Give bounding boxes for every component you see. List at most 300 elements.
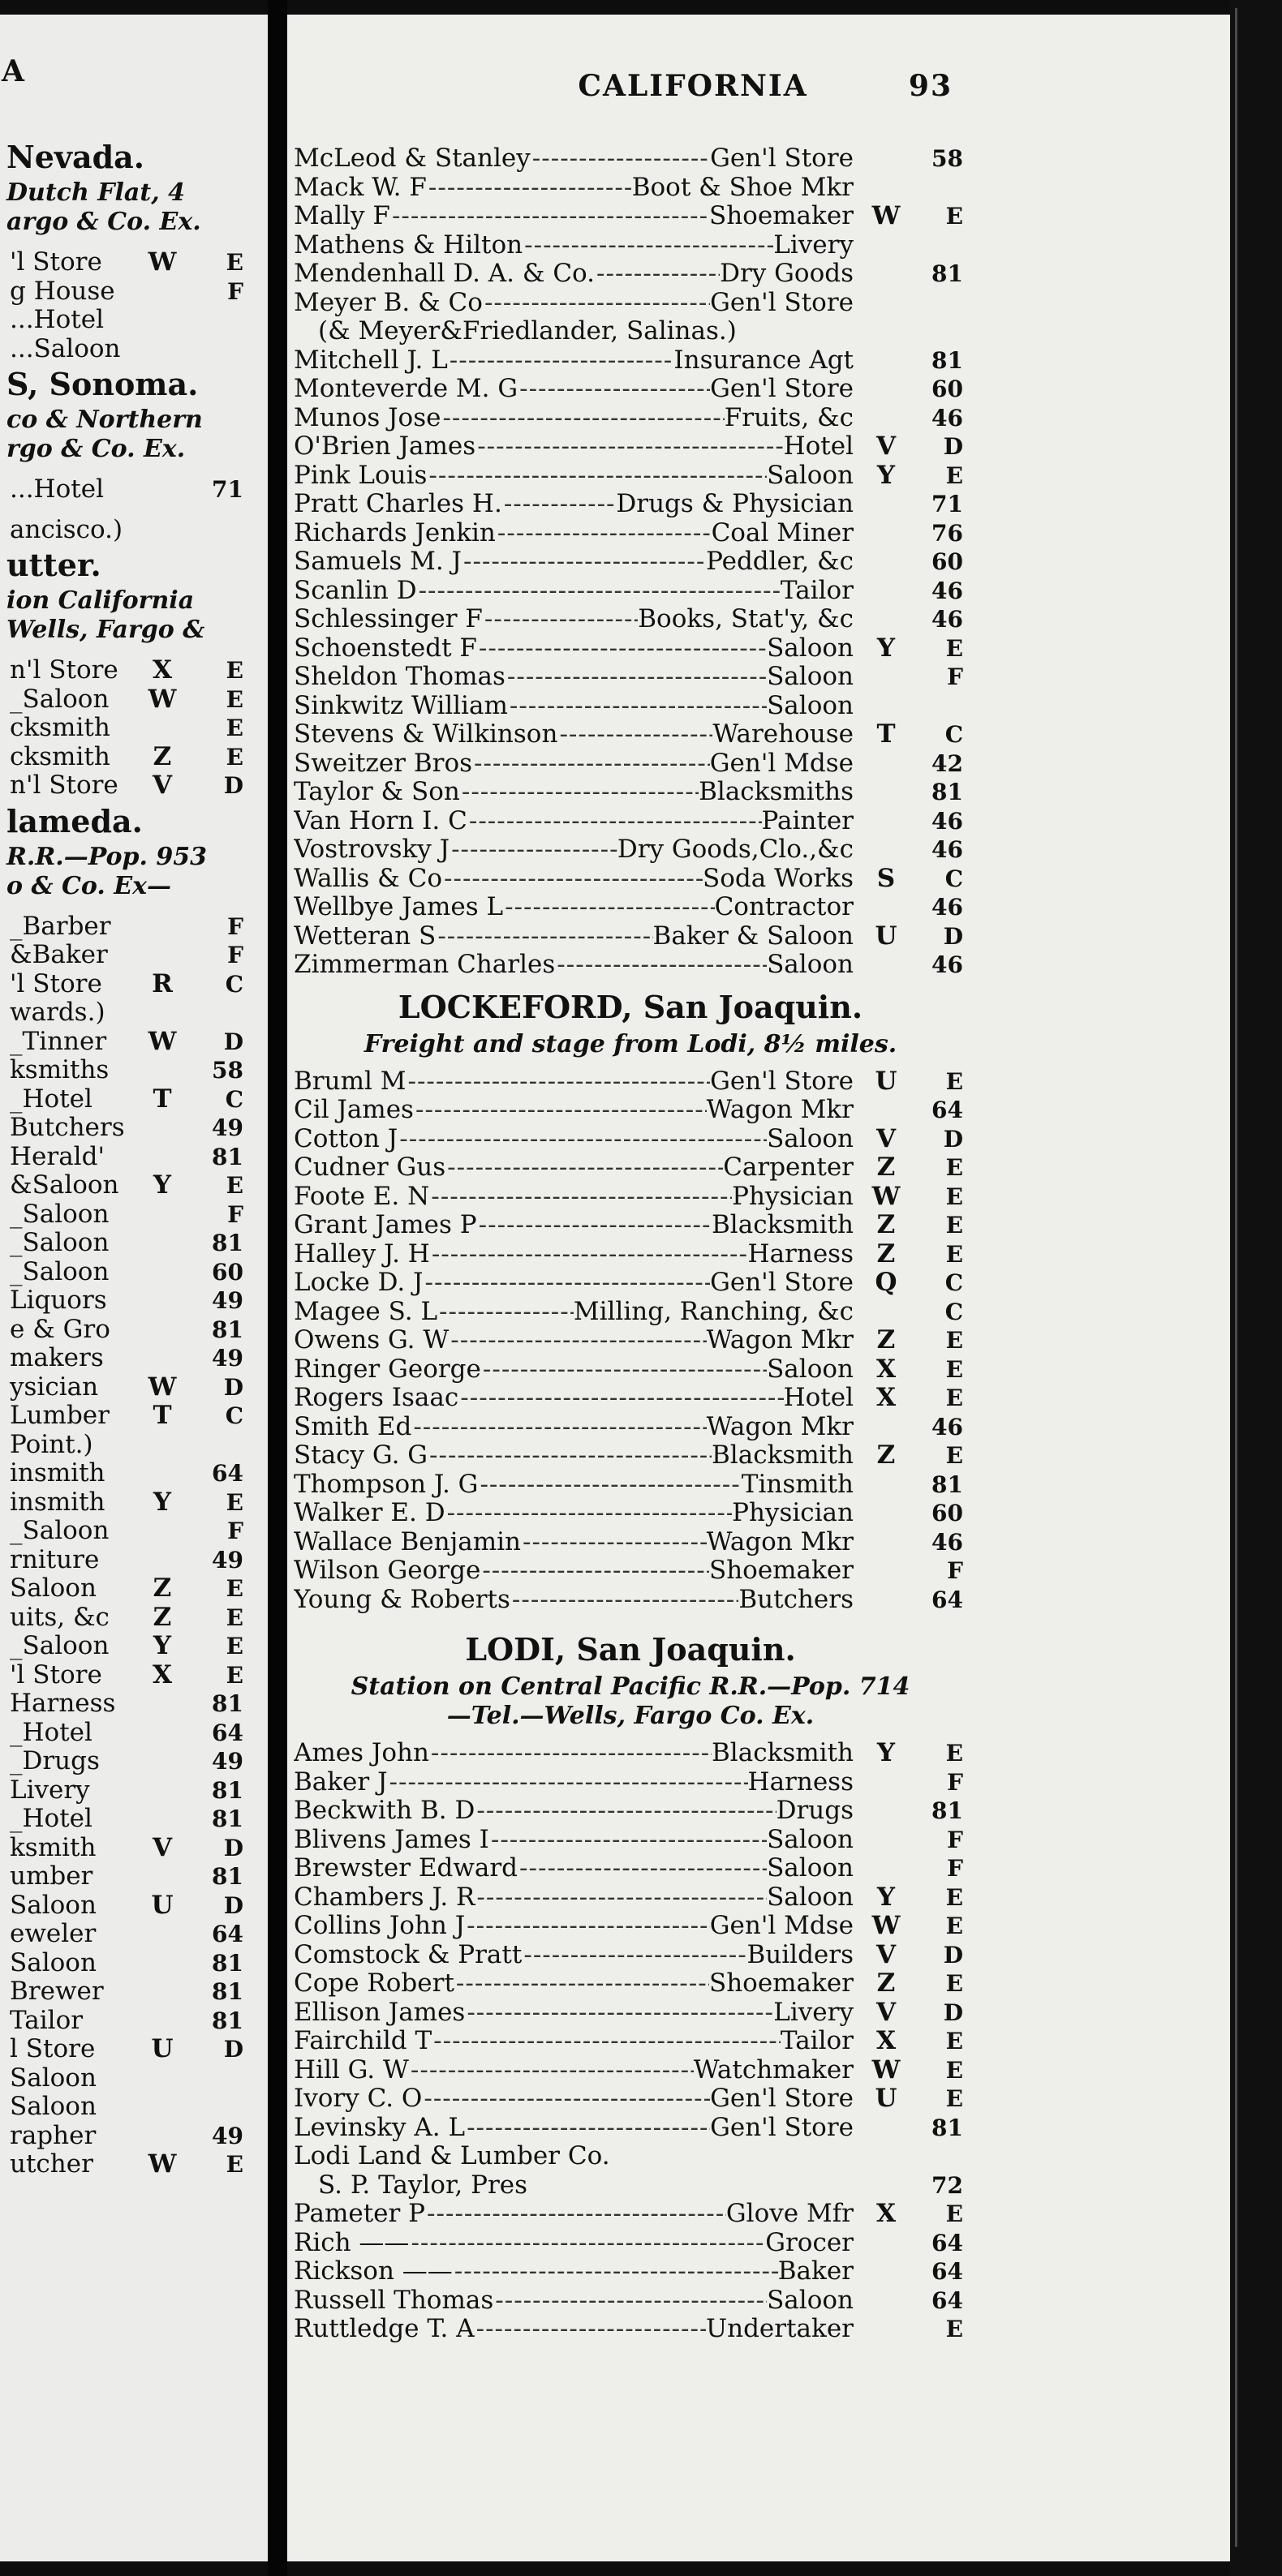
rating-code: 58: [212, 1057, 243, 1084]
listing-row: [294, 663, 967, 692]
listing-name: Rickson ——: [294, 2257, 453, 2286]
rating-code: E: [945, 2085, 963, 2112]
left-listing-row: [0, 1373, 268, 1402]
listing-business: Contractor: [714, 893, 854, 921]
left-listing-text: ancisco.): [10, 514, 123, 544]
listing-name: Young & Roberts: [294, 1585, 510, 1614]
listing-business: Drugs & Physician: [616, 490, 854, 518]
rating-letter: X: [875, 1383, 897, 1412]
left-section-info: co & Northern: [6, 406, 203, 434]
listing-business: Tailor: [780, 2027, 854, 2055]
left-listing-text: &Baker: [10, 940, 108, 969]
left-listing-text: _Saloon: [10, 1199, 110, 1229]
left-listing-row: [0, 1114, 268, 1143]
left-listing-row: [0, 1661, 268, 1690]
rating-letter: Z: [153, 1574, 172, 1603]
listing-row: [294, 202, 967, 231]
listing-name: Pameter P: [294, 2200, 426, 2228]
left-listing-row: [0, 771, 268, 801]
listing-row: [294, 317, 967, 346]
rating-code: 49: [212, 1287, 243, 1314]
listing-business: Gen'l Store: [710, 1269, 854, 1297]
left-listing-row: [0, 475, 268, 504]
listing-business: Saloon: [767, 1825, 854, 1854]
listing-name: Smith Ed: [294, 1412, 412, 1441]
rating-code: D: [943, 1941, 963, 1968]
rating-code: 60: [931, 376, 963, 402]
left-listing-row: [0, 970, 268, 999]
left-listing-row: [0, 1776, 268, 1805]
left-listing-row: [0, 1517, 268, 1546]
listing-row: [294, 865, 967, 894]
rating-code: 81: [931, 260, 963, 287]
listing-name: Owens G. W: [294, 1326, 450, 1355]
listing-name: Stevens & Wilkinson: [294, 720, 558, 749]
listing-business: Saloon: [767, 951, 854, 979]
listing-row: [294, 547, 967, 577]
rating-code: F: [947, 663, 963, 690]
rating-code: E: [226, 657, 243, 684]
left-listing-text: _Saloon: [10, 684, 110, 714]
listing-row: [294, 1355, 967, 1385]
listing-name: Munos Jose: [294, 403, 441, 432]
listing-business: Blacksmith: [712, 1211, 854, 1239]
right-page: [287, 15, 1230, 2561]
left-listing-text: _Hotel: [10, 1804, 92, 1833]
rating-code: 46: [931, 951, 963, 978]
listing-business: Butchers: [738, 1585, 854, 1614]
listing-name: Wallis & Co: [294, 864, 442, 893]
rating-letter: T: [153, 1084, 172, 1114]
left-listing-text: e & Gro: [10, 1314, 110, 1344]
listing-row: [294, 404, 967, 433]
listing-name: Samuels M. J: [294, 547, 462, 576]
listing-row: [294, 1096, 967, 1125]
listing-row: [294, 1854, 967, 1883]
listing-name: Wetteran S: [294, 921, 437, 951]
listing-row: [294, 1153, 967, 1183]
rating-letter: U: [875, 921, 897, 951]
listing-business: Dry Goods: [720, 260, 854, 288]
rating-code: 60: [212, 1258, 243, 1286]
listing-name: Thompson J. G: [294, 1470, 479, 1499]
listing-row: [294, 1441, 967, 1470]
listing-name: Zimmerman Charles: [294, 951, 556, 979]
left-section-heading: S, Sonoma.: [6, 366, 199, 402]
rating-code: E: [945, 1327, 963, 1354]
listing-row: [294, 778, 967, 807]
left-listing-row: [0, 1834, 268, 1863]
rating-code: 46: [931, 606, 963, 633]
left-listing-row: [0, 1286, 268, 1316]
listing-name: Blivens James I: [294, 1825, 489, 1854]
rating-code: E: [226, 1633, 243, 1659]
listing-business: Gen'l Mdse: [709, 1912, 854, 1940]
listing-row: [294, 951, 967, 980]
rating-code: E: [226, 1604, 243, 1631]
listing-business: Shoemaker: [708, 202, 854, 230]
left-listing-text: insmith: [10, 1458, 105, 1488]
rating-code: 76: [931, 519, 963, 547]
left-listing-text: eweler: [10, 1919, 97, 1948]
left-listing-row: [0, 1459, 268, 1488]
rating-code: D: [223, 2036, 243, 2063]
left-listing-row: [0, 1891, 268, 1921]
rating-code: E: [945, 2200, 963, 2227]
rating-code: 46: [931, 894, 963, 921]
left-listing-text: 'l Store: [10, 1659, 102, 1689]
listing-business: Livery: [773, 230, 854, 260]
listing-row: [294, 2315, 967, 2344]
rating-code: 46: [931, 836, 963, 863]
listing-row: [294, 749, 967, 779]
rating-letter: W: [148, 1372, 177, 1402]
listing-name: (& Meyer&Friedlander, Salinas.): [318, 317, 737, 346]
listing-name: Grant James P: [294, 1211, 477, 1239]
section-info-lodi: Station on Central Pacific R.R.—Pop. 714: [351, 1672, 910, 1701]
listing-row: [294, 577, 967, 606]
left-section-info: Dutch Flat, 4: [6, 178, 185, 207]
rating-code: E: [226, 715, 243, 741]
listing-business: Harness: [747, 1239, 854, 1269]
listing-business: Gen'l Store: [710, 375, 854, 403]
listing-business: Tinsmith: [741, 1470, 854, 1499]
rating-code: E: [226, 1575, 243, 1602]
listing-row: [294, 144, 967, 174]
rating-code: 81: [931, 346, 963, 374]
listing-row: [294, 231, 967, 260]
listing-name: Ellison James: [294, 1998, 466, 2027]
listing-row: [294, 490, 967, 519]
listing-row: [294, 1384, 967, 1413]
left-section-info: argo & Co. Ex.: [6, 208, 201, 236]
listing-name: Collins John J: [294, 1912, 466, 1940]
left-listing-text: Harness: [10, 1689, 116, 1718]
rating-code: 81: [212, 1978, 243, 2005]
left-section-heading: utter.: [6, 547, 101, 583]
rating-letter: W: [871, 2054, 901, 2084]
listing-business: Hotel: [783, 1384, 854, 1412]
listing-business: Saloon: [767, 2286, 854, 2315]
rating-letter: W: [148, 684, 177, 714]
listing-business: Carpenter: [723, 1153, 854, 1182]
listing-name: Cope Robert: [294, 1969, 454, 1998]
rating-code: E: [945, 462, 963, 489]
left-listing-row: [0, 1085, 268, 1114]
rating-code: 49: [212, 1748, 243, 1775]
listing-business: Saloon: [767, 1355, 854, 1384]
listing-business: Gen'l Store: [710, 288, 854, 317]
left-listing-text: _Hotel: [10, 1084, 92, 1114]
rating-letter: R: [152, 968, 173, 998]
listing-business: Gen'l Store: [710, 144, 854, 173]
listing-business: Blacksmiths: [699, 778, 854, 806]
listing-row: [294, 1298, 967, 1327]
left-listing-text: cksmith: [10, 713, 110, 742]
listing-name: Baker J: [294, 1767, 388, 1797]
rating-code: F: [947, 1855, 963, 1882]
rating-code: 64: [931, 1586, 963, 1613]
rating-code: 81: [931, 1470, 963, 1498]
left-listing-text: cksmith: [10, 741, 110, 771]
listing-business: Saloon: [767, 1854, 854, 1883]
listing-name: Cotton J: [294, 1124, 398, 1153]
rating-code: E: [945, 1883, 963, 1911]
left-listing-row: [0, 1574, 268, 1604]
rating-letter: U: [151, 2034, 174, 2063]
rating-letter: X: [152, 655, 173, 685]
left-listing-text: utcher: [10, 2149, 93, 2179]
rating-code: D: [223, 1373, 243, 1401]
listing-name: Monteverde M. G: [294, 375, 518, 403]
listing-row: [294, 922, 967, 951]
listing-name: Halley J. H: [294, 1239, 430, 1269]
rating-letter: V: [875, 431, 897, 461]
listing-business: Gen'l Mdse: [709, 749, 854, 778]
listing-name: Scanlin D: [294, 576, 417, 605]
listing-name: Wallace Benjamin: [294, 1527, 521, 1556]
listing-business: Gen'l Store: [710, 2084, 854, 2113]
rating-code: C: [944, 865, 963, 892]
listing-row: [294, 634, 967, 663]
listing-business: Baker: [777, 2257, 854, 2286]
left-listing-text: insmith: [10, 1487, 105, 1517]
left-listing-text: Livery: [10, 1775, 90, 1805]
left-listing-text: 'l Store: [10, 247, 102, 277]
rating-code: E: [945, 2028, 963, 2054]
left-listing-row: [0, 1632, 268, 1661]
section-heading-lodi: LODI, San Joaquin.: [465, 1631, 796, 1668]
rating-letter: W: [871, 1181, 901, 1211]
rating-letter: W: [871, 1911, 901, 1940]
listing-name: Vostrovsky J: [294, 835, 450, 864]
left-listing-text: 'l Store: [10, 968, 102, 998]
listing-row: [294, 1586, 967, 1615]
left-listing-row: [0, 2064, 268, 2093]
left-listing-text: ...Hotel: [10, 305, 104, 334]
listing-name: Sweitzer Bros: [294, 749, 473, 778]
rating-code: E: [226, 743, 243, 771]
rating-code: E: [945, 2316, 963, 2342]
listing-name: Lodi Land & Lumber Co.: [294, 2142, 610, 2170]
left-listing-text: ...Hotel: [10, 474, 104, 504]
listing-business: Livery: [773, 1998, 854, 2027]
rating-code: C: [225, 970, 243, 998]
listing-row: [294, 1969, 967, 1999]
listing-business: Saloon: [767, 663, 854, 691]
left-listing-row: [0, 516, 268, 545]
left-listing-row: [0, 998, 268, 1028]
listing-name: Sheldon Thomas: [294, 663, 505, 691]
rating-letter: V: [875, 1123, 897, 1153]
rating-code: E: [945, 1240, 963, 1268]
left-section-info: rgo & Co. Ex.: [6, 435, 186, 463]
left-listing-text: _Tinner: [10, 1026, 107, 1056]
listing-row: [294, 2142, 967, 2171]
rating-code: 81: [212, 2007, 243, 2034]
lodi-listings: [294, 1739, 967, 2344]
listing-name: Ringer George: [294, 1355, 481, 1384]
rating-letter: Z: [876, 1153, 896, 1182]
rating-code: 81: [212, 1690, 243, 1717]
listing-row: [294, 1413, 967, 1442]
rating-letter: Y: [876, 460, 896, 490]
listing-business: Shoemaker: [708, 1556, 854, 1585]
left-listing-text: _Hotel: [10, 1717, 92, 1747]
rating-letter: S: [876, 863, 896, 893]
listing-row: [294, 2171, 967, 2200]
rating-letter: U: [875, 1066, 897, 1096]
listing-business: Soda Works: [702, 864, 854, 893]
left-listing-row: [0, 2007, 268, 2036]
rating-letter: T: [876, 719, 896, 749]
left-listing-text: Butchers: [10, 1113, 125, 1142]
listing-row: [294, 1067, 967, 1097]
rating-code: D: [223, 772, 243, 799]
left-listing-text: Saloon: [10, 2092, 97, 2121]
rating-letter: U: [151, 1890, 174, 1920]
rating-code: 46: [931, 577, 963, 604]
rating-letter: Z: [876, 1239, 896, 1269]
left-listing-text: Herald': [10, 1141, 105, 1171]
left-listing-text: Saloon: [10, 1574, 97, 1603]
listing-business: Baker & Saloon: [652, 921, 854, 951]
listing-name: Foote E. N: [294, 1182, 430, 1211]
left-listing-row: [0, 912, 268, 942]
rating-letter: V: [875, 1939, 897, 1969]
rating-code: F: [947, 1768, 963, 1796]
listing-business: Gen'l Store: [710, 1067, 854, 1096]
rating-code: 64: [931, 2229, 963, 2256]
rating-letter: Z: [153, 1602, 172, 1632]
continued-listings: [294, 144, 967, 980]
rating-letter: W: [148, 247, 177, 277]
listing-business: Grocer: [765, 2228, 854, 2257]
listing-name: Wellbye James L: [294, 893, 504, 921]
listing-row: [294, 2286, 967, 2316]
rating-code: E: [226, 249, 243, 276]
listing-row: [294, 2200, 967, 2229]
rating-code: E: [945, 1740, 963, 1767]
left-listing-text: Liquors: [10, 1286, 107, 1315]
left-listing-row: [0, 1344, 268, 1373]
rating-letter: Z: [876, 1440, 896, 1470]
page-title: CALIFORNIA: [578, 69, 808, 103]
rating-code: C: [944, 721, 963, 748]
rating-code: E: [226, 1661, 243, 1689]
listing-business: Warehouse: [712, 720, 854, 749]
left-listing-row: [0, 743, 268, 772]
rating-letter: Z: [153, 741, 172, 771]
rating-code: D: [223, 1028, 243, 1055]
page-edge: [1230, 0, 1282, 2576]
section-heading-lockeford: LOCKEFORD, San Joaquin.: [398, 988, 863, 1025]
listing-row: [294, 1470, 967, 1500]
listing-row: [294, 2114, 967, 2143]
rating-code: 64: [212, 1460, 243, 1487]
left-section-info: Wells, Fargo &: [6, 616, 205, 644]
listing-business: Blacksmith: [712, 1441, 854, 1470]
rating-code: E: [226, 1488, 243, 1516]
rating-code: E: [945, 1355, 963, 1383]
rating-code: F: [227, 942, 243, 968]
listing-row: [294, 1941, 967, 1970]
rating-letter: V: [152, 771, 173, 800]
listing-business: Builders: [746, 1940, 854, 1969]
listing-business: Wagon Mkr: [706, 1096, 854, 1124]
rating-code: D: [223, 1834, 243, 1861]
listing-name: Mally F: [294, 202, 390, 230]
left-listing-row: [0, 1258, 268, 1287]
left-listing-text: &Saloon: [10, 1170, 119, 1200]
rating-code: C: [225, 1085, 243, 1113]
listing-name: Mathens & Hilton: [294, 230, 523, 260]
listing-row: [294, 2084, 967, 2114]
rating-code: 46: [931, 807, 963, 835]
listing-row: [294, 692, 967, 721]
rating-letter: V: [875, 1997, 897, 2027]
listing-business: Saloon: [767, 633, 854, 663]
left-listing-text: Point.): [10, 1429, 93, 1459]
section-info-lockeford: Freight and stage from Lodi, 8½ miles.: [364, 1029, 897, 1058]
listing-row: [294, 835, 967, 865]
rating-code: E: [945, 1970, 963, 1997]
rating-letter: Z: [876, 1210, 896, 1239]
listing-name: Ames John: [294, 1739, 429, 1767]
listing-row: [294, 174, 967, 203]
left-section-info: ion California: [6, 586, 195, 615]
listing-name: Mitchell J. L: [294, 346, 448, 375]
listing-name: Levinsky A. L: [294, 2113, 466, 2142]
rating-code: 64: [931, 2258, 963, 2285]
listing-business: Saloon: [767, 691, 854, 720]
left-listing-text: wards.): [10, 998, 105, 1027]
left-listing-row: [0, 2093, 268, 2122]
left-listing-text: Saloon: [10, 2063, 97, 2093]
listing-name: Walker E. D: [294, 1499, 445, 1527]
left-listing-text: _Saloon: [10, 1631, 110, 1660]
listing-row: [294, 1499, 967, 1528]
section-info-lodi-2: —Tel.—Wells, Fargo Co. Ex.: [446, 1702, 815, 1730]
left-listing-text: _Saloon: [10, 1516, 110, 1545]
rating-code: 42: [931, 749, 963, 777]
listing-row: [294, 462, 967, 491]
listing-business: Milling, Ranching, &c: [573, 1297, 854, 1326]
rating-letter: Y: [153, 1631, 172, 1660]
listing-name: Locke D. J: [294, 1269, 424, 1297]
rating-code: D: [943, 1999, 963, 2026]
rating-letter: Z: [876, 1968, 896, 1998]
left-listing-text: uits, &c: [10, 1602, 110, 1632]
listing-row: [294, 1269, 967, 1298]
left-listing-text: umber: [10, 1861, 93, 1891]
listing-name: Cil James: [294, 1096, 414, 1124]
rating-code: 60: [931, 548, 963, 575]
listing-name: Hill G. W: [294, 2055, 409, 2084]
listing-row: [294, 375, 967, 404]
listing-name: S. P. Taylor, Pres: [318, 2170, 528, 2200]
left-listing-row: [0, 685, 268, 715]
rating-code: 49: [212, 2122, 243, 2149]
listing-business: Books, Stat'y, &c: [638, 605, 854, 633]
rating-code: 81: [212, 1316, 243, 1343]
listing-row: [294, 1768, 967, 1797]
left-listing-row: [0, 1719, 268, 1748]
rating-code: 81: [931, 1797, 963, 1824]
listing-name: Comstock & Pratt: [294, 1940, 523, 1969]
left-listing-row: [0, 1977, 268, 2007]
listing-name: Schlessinger F: [294, 605, 483, 633]
